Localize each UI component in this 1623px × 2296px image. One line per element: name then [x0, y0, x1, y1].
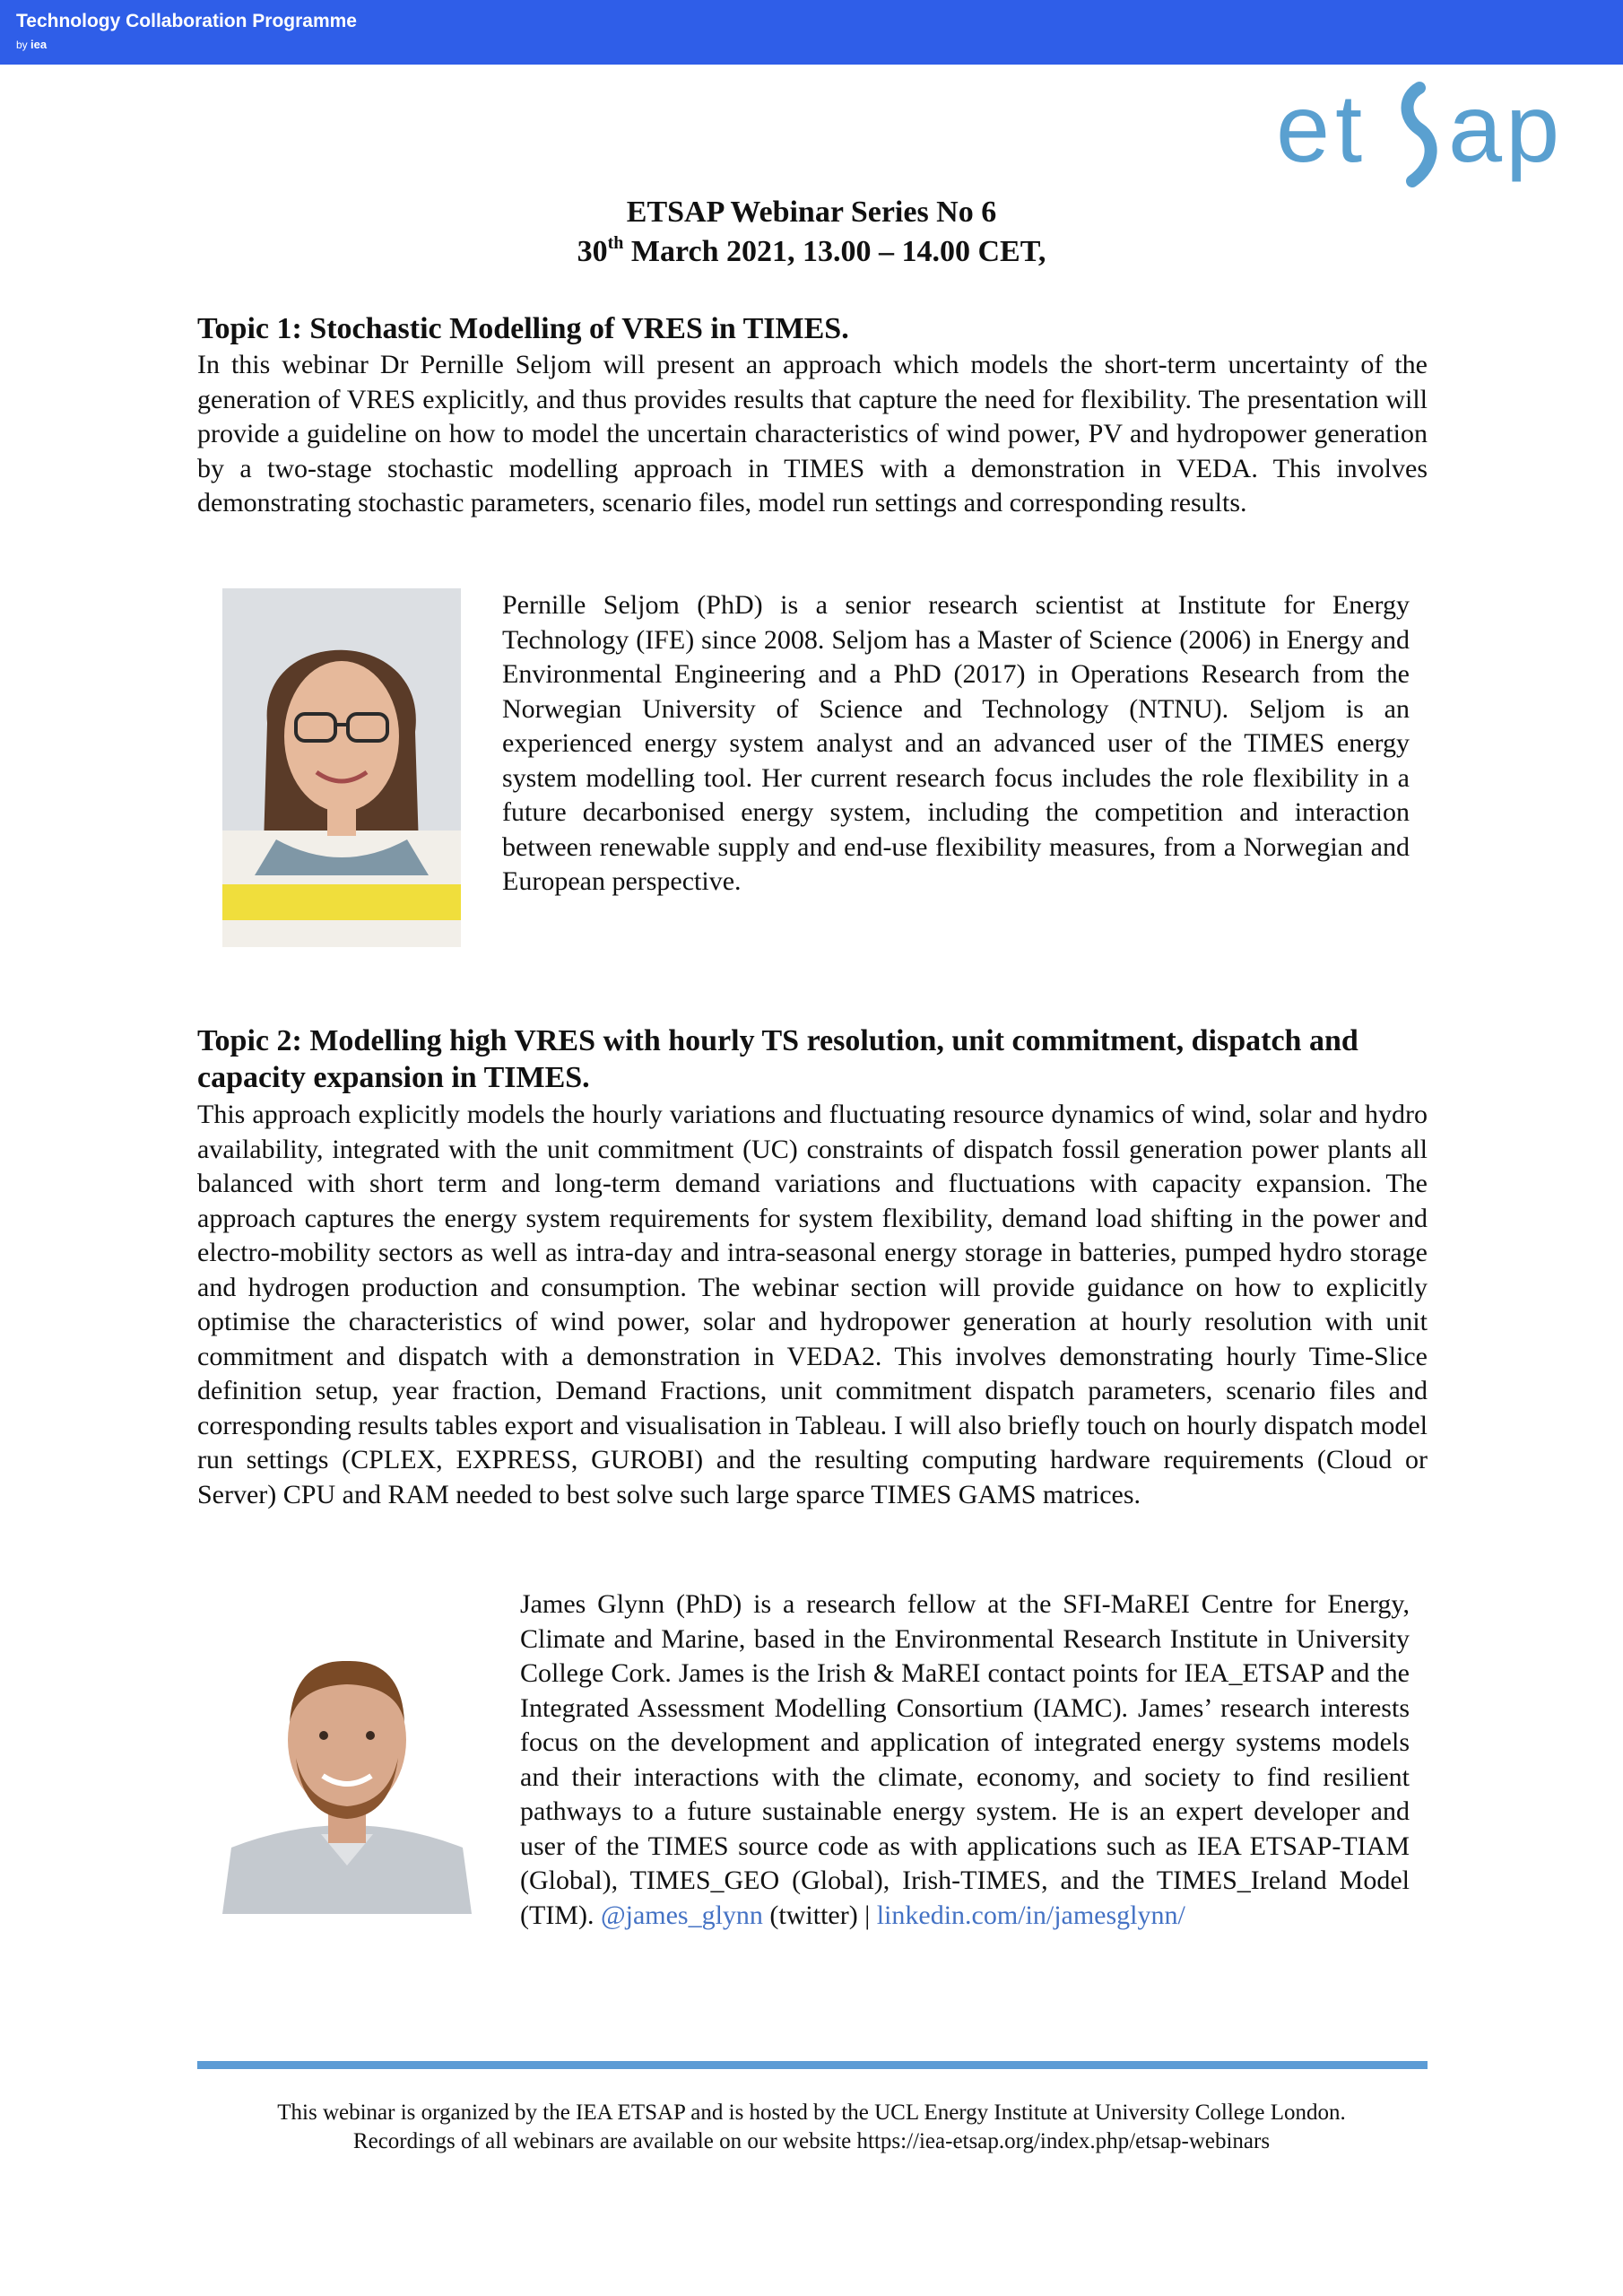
etsap-logo — [1269, 72, 1610, 193]
footer-recordings: Recordings of all webinars are available on our website https://iea-etsap.org/index.php/etsap-webinars — [352, 2129, 1271, 2153]
date-day: 30 — [577, 235, 608, 268]
topic1-speaker-bio: Pernille Seljom (PhD) is a senior research scientist at Institute for Energy Technology (IFE) since 2008. Seljom has a Master of Science (2006) in Energy and Environmental Engineering and a PhD (2017) in Operations Research from the Norwegian University of Science and Technology (NTNU). Seljom is an experienced energy system analyst and an advanced user of the TIMES energy system modelling tool. Her current research focus includes the role flexibility in a future decarbonised energy system, including the competition and interaction between renewable supply and end-use flexibility measures, from a Norwegian and European perspective. — [502, 590, 1410, 896]
footer-organizer: This webinar is organized by the IEA ETSAP and is hosted by the UCL Energy Institute at University College London. — [277, 2100, 1346, 2125]
footer-divider — [197, 2061, 1428, 2069]
top-banner — [0, 0, 1623, 65]
twitter-suffix: (twitter) | — [762, 1900, 877, 1930]
twitter-link[interactable]: @james_glynn — [600, 1900, 763, 1930]
topic2-description: This approach explicitly models the hourly variations and fluctuating resource dynamics of wind, solar and hydro availability, integrated with the unit commitment (UC) constraints of dispatch fossil generation power plants all balanced with short term and long-term demand variations and fluctuations with capacity expansion. The approach captures the energy system requirements for system flexibility, demand load shifting in the power and electro-mobility sectors as well as intra-day and intra-seasonal energy storage in batteries, pumped hydro storage and hydrogen production and consumption. The webinar section will provide guidance on how to explicitly optimise the characteristics of wind power, solar and hydropower generation at hourly resolution with unit commitment and dispatch with a demonstration in VEDA2. This involves demonstrating hourly Time-Slice definition setup, year fraction, Demand Fractions, unit commitment dispatch parameters, scenario files and corresponding results tables export and visualisation in Tableau. I will also briefly touch on hourly dispatch model run settings (CPLEX, EXPRESS, GUROBI) and the resulting computing hardware requirements (Cloud or Server) CPU and RAM needed to best solve such large sparce TIMES GAMS matrices. — [197, 1100, 1428, 1509]
iea-text: iea — [30, 38, 48, 51]
topic2-speaker-bio — [520, 1587, 1410, 1933]
webinar-series-title: ETSAP Webinar Series No 6 — [626, 196, 997, 229]
topic2-title: Topic 2: Modelling high VRES with hourly TS resolution, unit commitment, dispatch and capacity expansion in TIMES. — [197, 1024, 1358, 1094]
programme-label: Technology Collaboration Programme — [16, 11, 357, 31]
linkedin-link[interactable]: linkedin.com/in/jamesglynn/ — [876, 1900, 1185, 1930]
etsap-logo-graphic — [1269, 72, 1610, 193]
topic2-bio-text: James Glynn (PhD) is a research fellow at the SFI-MaREI Centre for Energy, Climate and Marine, based in the Environmental Research Institute in University College Cork. James is the Irish & MaREI contact points for IEA_ETSAP and the Integrated Assessment Modelling Consortium (IAMC). James’ research interests focus on the development and application of integrated energy systems models and their interactions with the climate, economy, and society to find resilient pathways to a future sustainable energy system. He is an expert developer and user of the TIMES source code as with applications such as IEA ETSAP-TIAM (Global), TIMES_GEO (Global), Irish-TIMES, and the TIMES_Ireland Model (TIM). — [520, 1589, 1410, 1930]
date-suffix: th — [607, 233, 624, 253]
james-glynn-photo — [222, 1641, 472, 1914]
date-rest: March 2021, 13.00 – 14.00 CET, — [623, 235, 1046, 268]
svg-text:ap: ap — [1448, 74, 1564, 182]
webinar-date — [0, 235, 1623, 269]
topic1-title: Topic 1: Stochastic Modelling of VRES in TIMES. — [197, 312, 849, 345]
svg-text:et: et — [1276, 74, 1368, 182]
pernille-seljom-photo — [222, 588, 461, 947]
topic1-description: In this webinar Dr Pernille Seljom will present an approach which models the short-term uncertainty of the generation of VRES explicitly, and thus provides results that capture the need for flexibility. The presentation will provide a guideline on how to model the uncertain characteristics of wind power, PV and hydropower generation by a two-stage stochastic modelling approach in TIMES with a demonstration in VEDA. This involves demonstrating stochastic parameters, scenario files, model run settings and corresponding results. — [197, 350, 1428, 517]
by-iea-label — [16, 38, 47, 51]
by-text: by — [16, 39, 28, 51]
